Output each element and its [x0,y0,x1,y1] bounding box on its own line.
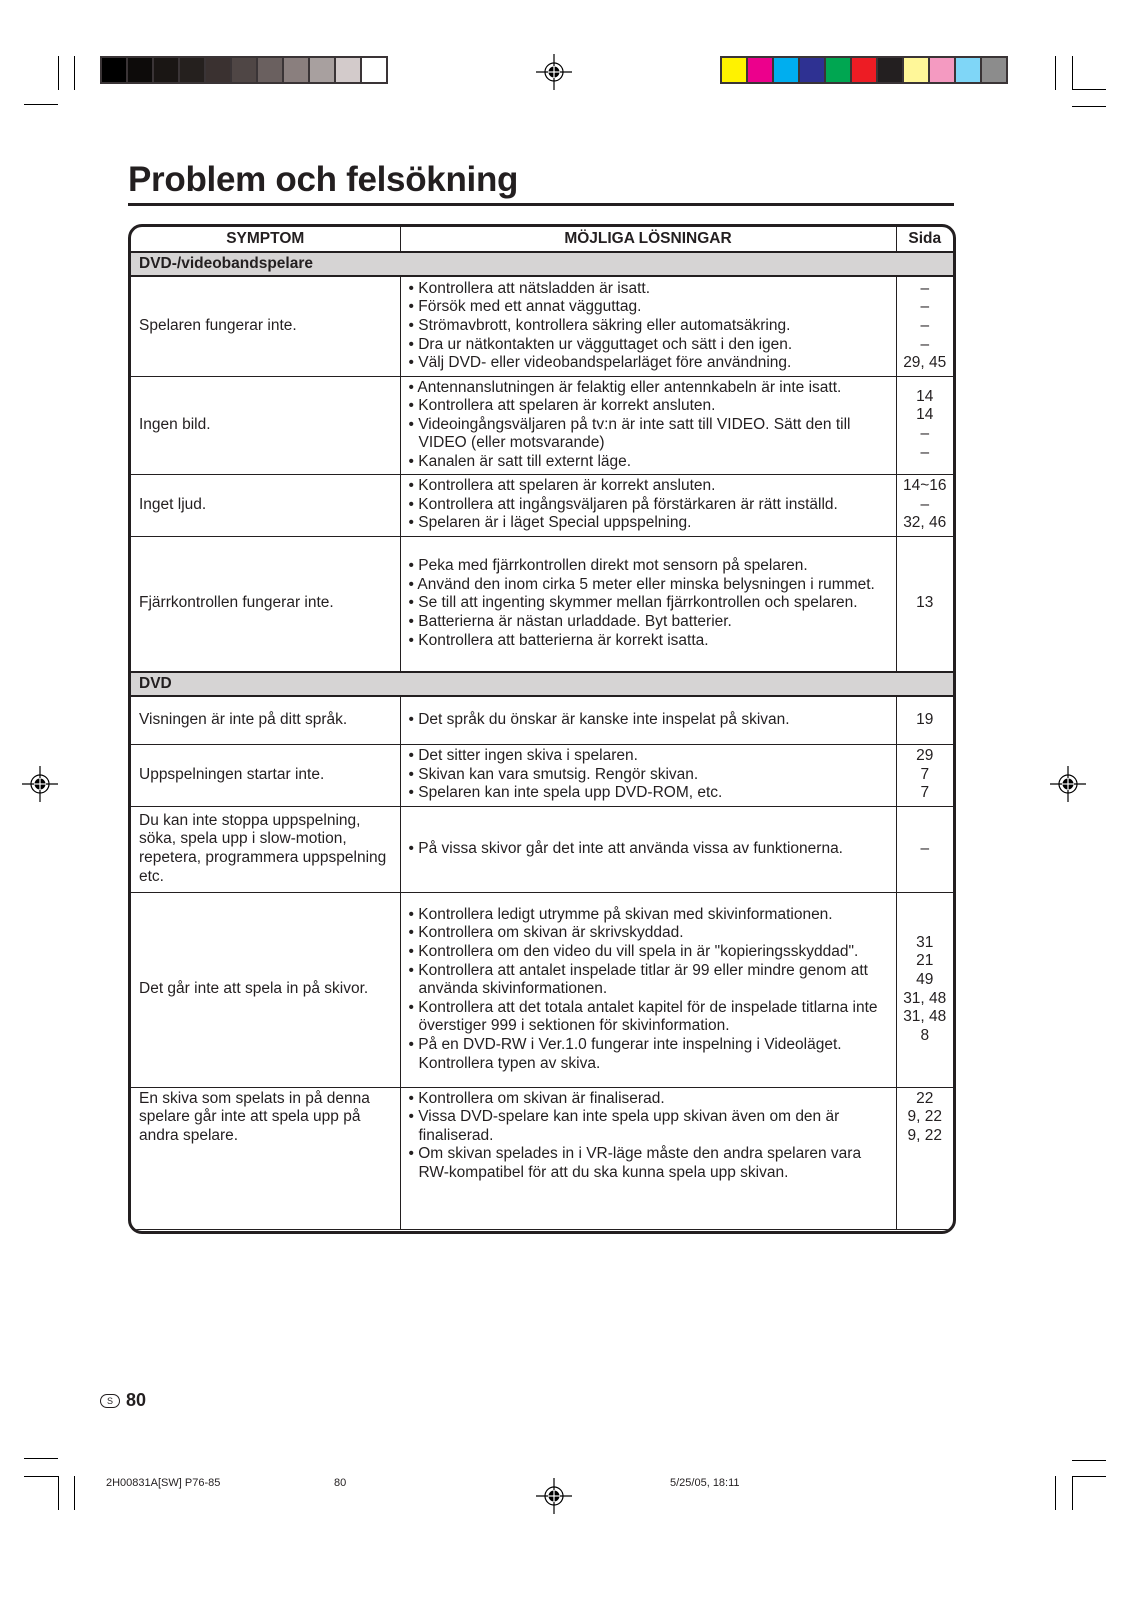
solution-item: • Kontrollera att antalet inspelade titlar är 99 eller mindre genom att använda skivinformationen. [409,962,890,999]
page-ref: 9, 22 [907,1108,942,1126]
page-number [100,1390,146,1411]
solution-item: • Strömavbrott, kontrollera säkring eller automatsäkring. [409,317,890,336]
symptom-cell: Ingen bild. [131,376,400,474]
solutions-cell [400,536,896,672]
page-ref: – [920,279,930,297]
section-title: DVD [131,672,953,696]
symptom-cell: Du kan inte stoppa uppspelning, söka, spela upp i slow-motion, repetera, programmera uppspelning etc. [131,806,400,892]
header-page: Sida [896,227,953,252]
solution-item: • Se till att ingenting skymmer mellan fjärrkontrollen och spelaren. [409,594,890,613]
solution-item: • Dra ur nätkontakten ur vägguttaget och sätt i den igen. [409,336,890,355]
solutions-cell [400,744,896,806]
solution-item: • Om skivan spelades in i VR-läge måste den andra spelaren vara RW-kompatibel för att du ska kunna spela upp skivan. [409,1145,890,1182]
solutions-cell [400,892,896,1087]
solution-item: • Använd den inom cirka 5 meter eller minska belysningen i rummet. [409,576,890,595]
solution-item: • Videoingångsväljaren på tv:n är inte satt till VIDEO. Sätt den till VIDEO (eller motsvarande) [409,416,890,453]
doc-code: 2H00831A[SW] P76-85 [106,1477,221,1489]
color-swatch [180,58,204,82]
solutions-cell [400,696,896,744]
solution-item: • På vissa skivor går det inte att använda vissa av funktionerna. [409,840,890,859]
symptom-cell: Det går inte att spela in på skivor. [131,892,400,1087]
title-underline [128,203,954,206]
solutions-cell [400,474,896,536]
solution-item: • Spelaren kan inte spela upp DVD-ROM, etc. [409,784,890,803]
solution-item: • Spelaren är i läget Special uppspelning. [409,514,890,533]
page-ref: – [920,839,930,857]
solutions-cell [400,276,896,376]
symptom-cell: Fjärrkontrollen fungerar inte. [131,536,400,672]
solution-item: • Kontrollera att ingångsväljaren på förstärkaren är rätt inställd. [409,496,890,515]
color-swatch [826,58,850,82]
grayscale-calibration-bar [100,56,388,84]
sheet-number: 80 [334,1477,347,1489]
page-ref: 32, 46 [903,514,947,532]
solution-item: • Försök med ett annat vägguttag. [409,298,890,317]
symptom-cell: En skiva som spelats in på denna spelare går inte att spela upp på andra spelare. [131,1087,400,1229]
color-swatch [774,58,798,82]
print-timestamp: 5/25/05, 18:11 [670,1477,740,1489]
page-ref: – [920,335,930,353]
page-ref: 21 [916,952,934,970]
solution-item: • Kontrollera att det totala antalet kapitel för de inspelade titlarna inte överstiger 999 i sektionen för skivinformation. [409,999,890,1036]
table-row [131,376,953,474]
solutions-cell [400,376,896,474]
color-swatch [258,58,282,82]
page-ref: – [920,495,930,513]
page-ref: 31, 48 [903,1008,947,1026]
table-row [131,696,953,744]
table-row [131,276,953,376]
color-swatch [284,58,308,82]
color-swatch [128,58,152,82]
table-row [131,892,953,1087]
page-ref-cell [896,744,953,806]
section-header-row [131,672,953,696]
page-ref: 31, 48 [903,989,947,1007]
symptom-cell: Inget ljud. [131,474,400,536]
solution-item: • På en DVD-RW i Ver.1.0 fungerar inte inspelning i Videoläget. Kontrollera typen av skiva. [409,1036,890,1073]
page-ref: 14~16 [902,477,947,495]
color-swatch [800,58,824,82]
page-ref-cell [896,892,953,1087]
color-swatch [232,58,256,82]
page-ref: – [920,298,930,316]
page-number-text: 80 [126,1390,147,1410]
table-row [131,474,953,536]
table-row [131,744,953,806]
color-swatch [102,58,126,82]
registration-mark-icon [536,54,572,90]
color-swatch [956,58,980,82]
color-swatch [930,58,954,82]
page-ref: 29, 45 [903,354,947,372]
solution-item: • Välj DVD- eller videobandspelarläget före användning. [409,354,890,373]
color-swatch [982,58,1006,82]
registration-mark-icon [22,766,58,802]
registration-mark-icon [536,1478,572,1514]
color-calibration-bar [720,56,1008,84]
page-ref: 14 [916,387,934,405]
symptom-cell: Uppspelningen startar inte. [131,744,400,806]
page-ref-cell [896,536,953,672]
color-swatch [878,58,902,82]
color-swatch [722,58,746,82]
solution-item: • Kontrollera att spelaren är korrekt ansluten. [409,397,890,416]
solution-item: • Vissa DVD-spelare kan inte spela upp skivan även om den är finaliserad. [409,1108,890,1145]
language-badge-icon: S [100,1394,120,1408]
solution-item: • Kontrollera att batterierna är korrekt isatta. [409,632,890,651]
page-ref-cell [896,806,953,892]
solutions-cell [400,806,896,892]
page-ref: 9, 22 [907,1126,942,1144]
header-symptom: SYMPTOM [131,227,400,252]
page-ref: 19 [916,710,934,728]
solution-item: • Antennanslutningen är felaktig eller antennkabeln är inte isatt. [409,379,890,398]
page-ref-cell [896,276,953,376]
page-ref: – [920,316,930,334]
page-ref: 14 [916,406,934,424]
symptom-cell: Visningen är inte på ditt språk. [131,696,400,744]
page-ref-cell [896,696,953,744]
solution-item: • Skivan kan vara smutsig. Rengör skivan. [409,766,890,785]
page-ref-cell [896,376,953,474]
table-row [131,1087,953,1229]
color-swatch [362,58,386,82]
table-row [131,806,953,892]
solution-item: • Det sitter ingen skiva i spelaren. [409,747,890,766]
troubleshooting-table [128,224,956,1234]
symptom-cell: Spelaren fungerar inte. [131,276,400,376]
solution-item: • Batterierna är nästan urladdade. Byt batterier. [409,613,890,632]
page-ref: 49 [916,970,934,988]
page-ref: 8 [920,1026,930,1044]
page-ref: 29 [916,747,934,765]
solution-item: • Kontrollera om den video du vill spela in är "kopieringsskyddad". [409,943,890,962]
solution-item: • Kontrollera om skivan är skrivskyddad. [409,924,890,943]
color-swatch [154,58,178,82]
section-title: DVD-/videobandspelare [131,252,953,276]
color-swatch [310,58,334,82]
solution-item: • Kontrollera att nätsladden är isatt. [409,280,890,299]
table-header-row [131,227,953,252]
solution-item: • Kontrollera att spelaren är korrekt ansluten. [409,477,890,496]
page-ref: 31 [916,933,934,951]
page-ref-cell [896,1087,953,1229]
page-ref: 22 [916,1089,934,1107]
table-row [131,536,953,672]
solutions-cell [400,1087,896,1229]
solution-item: • Det språk du önskar är kanske inte inspelat på skivan. [409,711,890,730]
page-ref-cell [896,474,953,536]
page-ref: – [920,425,930,442]
solution-item: • Kanalen är satt till externt läge. [409,453,890,472]
color-swatch [748,58,772,82]
registration-mark-icon [1050,766,1086,802]
page-ref: – [920,443,930,461]
color-swatch [852,58,876,82]
solution-item: • Kontrollera ledigt utrymme på skivan med skivinformationen. [409,906,890,925]
color-swatch [206,58,230,82]
section-header-row [131,252,953,276]
color-swatch [904,58,928,82]
solution-item: • Kontrollera om skivan är finaliserad. [409,1090,890,1109]
color-swatch [336,58,360,82]
header-solutions: MÖJLIGA LÖSNINGAR [400,227,896,252]
page-title: Problem och felsökning [128,160,519,199]
page-ref: 7 [920,784,930,802]
solution-item: • Peka med fjärrkontrollen direkt mot sensorn på spelaren. [409,557,890,576]
page-ref: 7 [920,765,930,783]
page-ref: 13 [916,594,934,612]
